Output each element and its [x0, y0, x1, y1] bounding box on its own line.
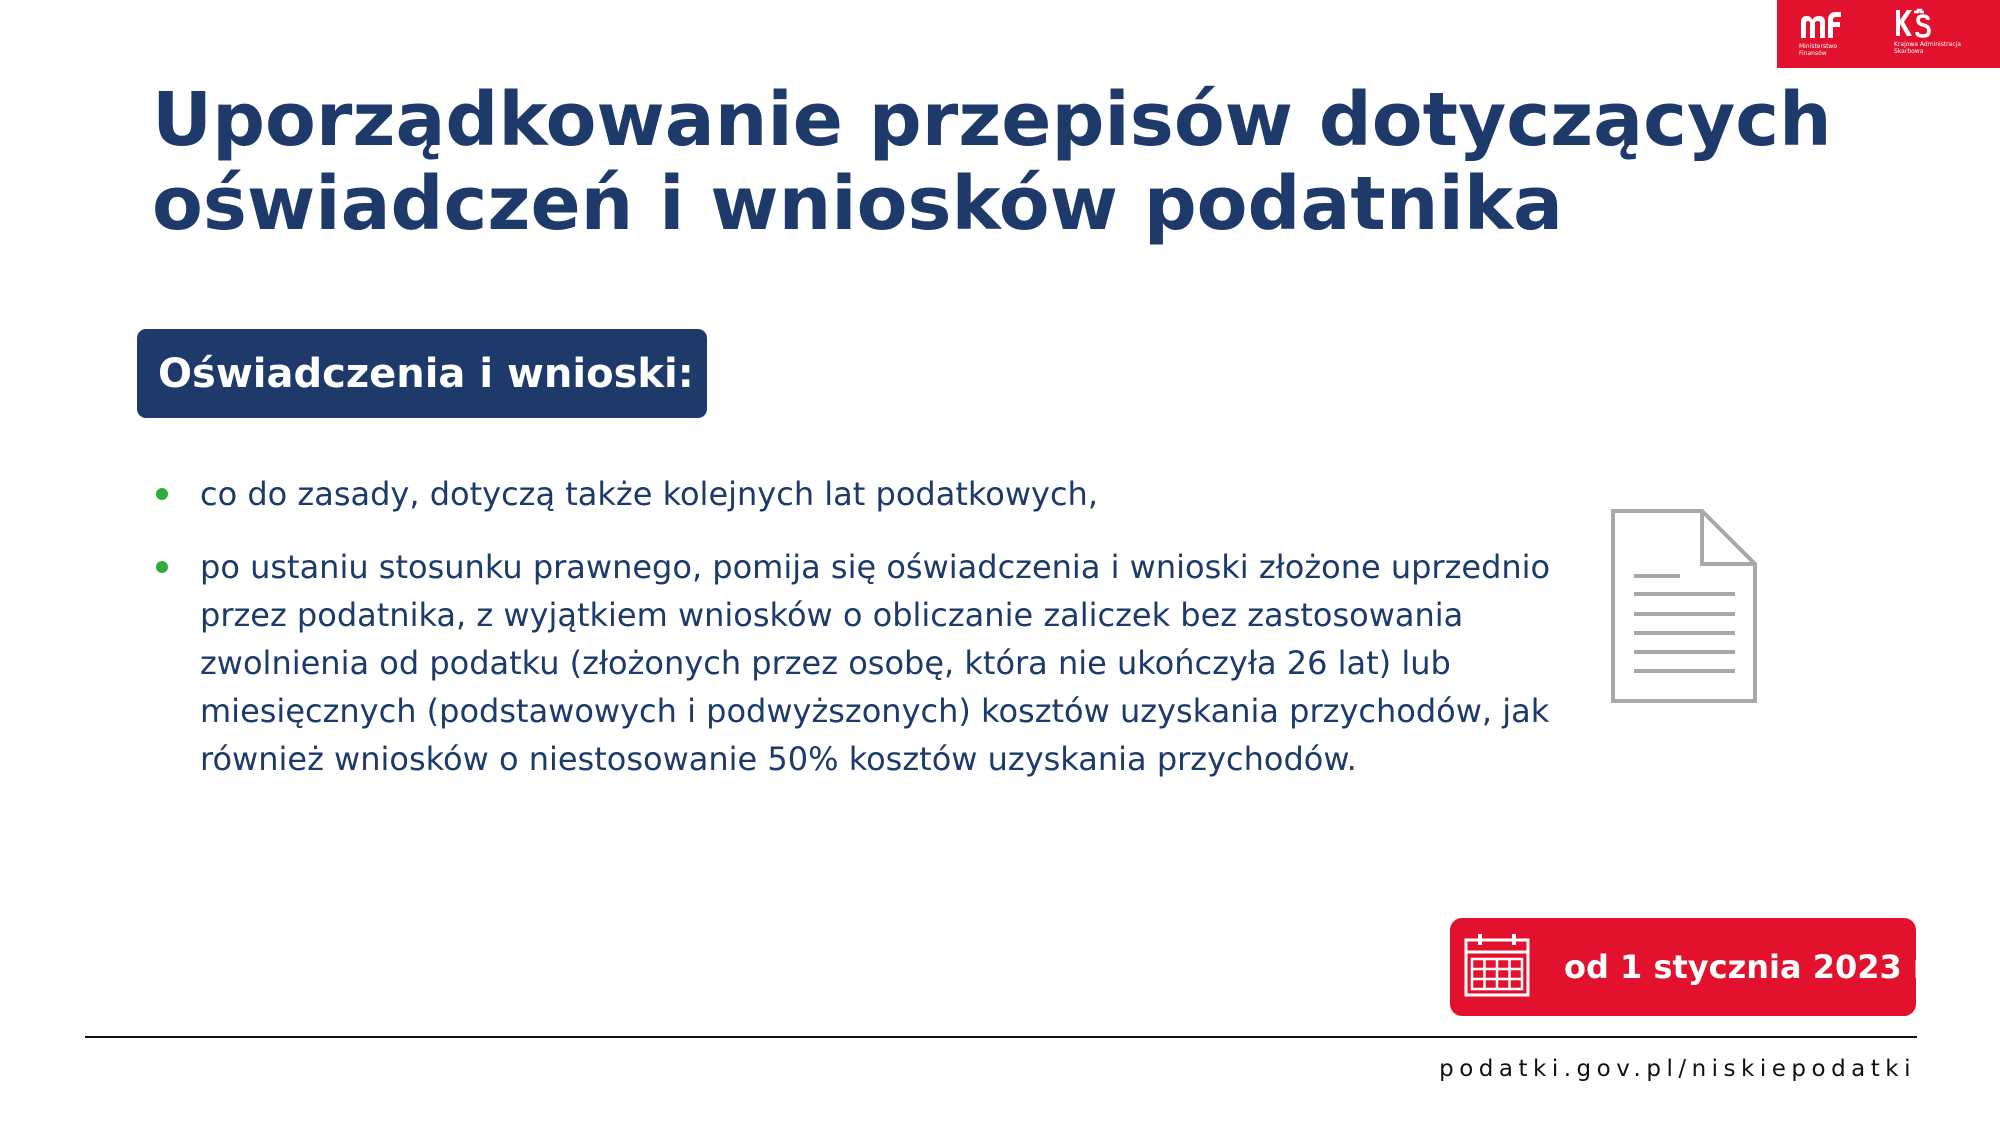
- kas-caption-line1: Krajowa Administracja: [1894, 41, 1961, 48]
- section-heading: Oświadczenia i wnioski:: [137, 329, 707, 418]
- document-icon: [1610, 508, 1758, 704]
- bullet-item: [150, 543, 1550, 783]
- kas-logo: [1892, 8, 1992, 62]
- logo-bar: [1777, 0, 2000, 68]
- slide-title: [152, 77, 1832, 247]
- ministry-logo-caption: [1799, 43, 1837, 57]
- kas-caption-line2: Skarbowa: [1894, 48, 1924, 55]
- bullet-dot-icon: [156, 488, 168, 500]
- mf-logo-icon: [1799, 10, 1843, 40]
- bullet-line: po ustaniu stosunku prawnego, pomija się oświadczenia i wnioski złożone uprzednio: [200, 548, 1551, 586]
- footer-url: podatki.gov.pl/niskiepodatki: [1439, 1056, 1916, 1082]
- bullet-dot-icon: [156, 561, 168, 573]
- title-line-1: Uporządkowanie przepisów dotyczących: [152, 77, 1832, 163]
- bullet-line: przez podatnika, z wyjątkiem wniosków o obliczanie zaliczek bez zastosowania: [200, 596, 1464, 634]
- bullet-line: miesięcznych (podstawowych i podwyższonych) kosztów uzyskania przychodów, jak: [200, 692, 1550, 730]
- kas-logo-icon: [1894, 8, 1932, 40]
- bullet-line: również wniosków o niestosowanie 50% kosztów uzyskania przychodów.: [200, 740, 1357, 778]
- calendar-icon: [1463, 932, 1531, 998]
- bullet-list: [150, 470, 1550, 783]
- bullet-line: zwolnienia od podatku (złożonych przez osobę, która nie ukończyła 26 lat) lub: [200, 644, 1451, 682]
- footer-divider: [85, 1036, 1917, 1038]
- title-line-2: oświadczeń i wniosków podatnika: [152, 161, 1563, 247]
- bullet-line: co do zasady, dotyczą także kolejnych lat podatkowych,: [200, 475, 1098, 513]
- effective-date-text: od 1 stycznia 2023 r.: [1564, 948, 1937, 986]
- ministry-of-finance-logo: [1797, 10, 1877, 62]
- ministry-caption-line2: Finansów: [1799, 50, 1827, 57]
- effective-date-badge: [1450, 918, 1937, 1016]
- kas-logo-caption: [1894, 41, 1961, 55]
- ministry-caption-line1: Ministerstwo: [1799, 43, 1838, 50]
- bullet-item: [150, 470, 1550, 518]
